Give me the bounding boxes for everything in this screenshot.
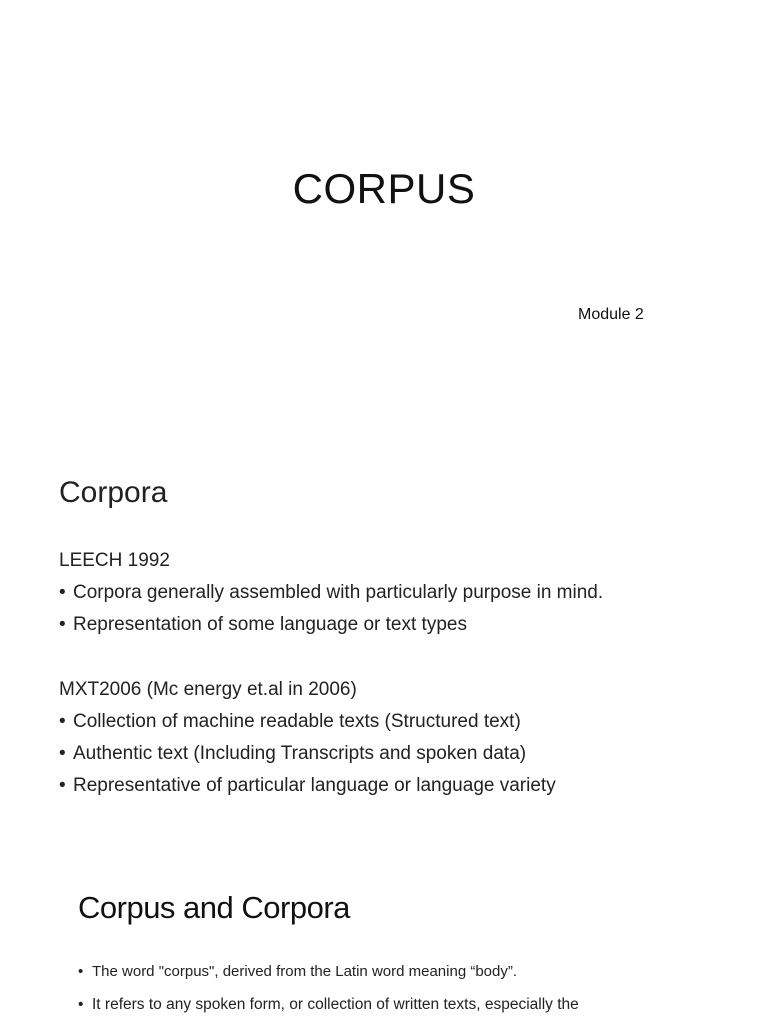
list-item: • It refers to any spoken form, or collection of written texts, especially the [78, 996, 579, 1013]
bullet-icon: • [59, 711, 66, 732]
bullet-icon: • [78, 996, 84, 1013]
group-label: LEECH 1992 [59, 550, 170, 571]
list-item: • Representative of particular language or language variety [59, 775, 556, 796]
section-heading: Corpus and Corpora [78, 890, 350, 925]
bullet-icon: • [78, 963, 84, 980]
slide-title: CORPUS [292, 165, 476, 212]
bullet-icon: • [59, 743, 66, 764]
list-item: • The word "corpus", derived from the Latin word meaning “body”. [78, 963, 518, 980]
list-item: • Corpora generally assembled with particularly purpose in mind. [59, 582, 604, 603]
list-item: • Authentic text (Including Transcripts and spoken data) [59, 743, 527, 764]
slide-subtitle: Module 2 [578, 306, 644, 323]
list-item: • Representation of some language or text types [59, 614, 467, 635]
bullet-icon: • [59, 582, 66, 603]
group-label: MXT2006 (Mc energy et.al in 2006) [59, 679, 357, 700]
bullet-icon: • [59, 775, 66, 796]
bullet-icon: • [59, 614, 66, 635]
section-heading: Corpora [59, 476, 168, 509]
list-item: • Collection of machine readable texts (Structured text) [59, 711, 521, 732]
